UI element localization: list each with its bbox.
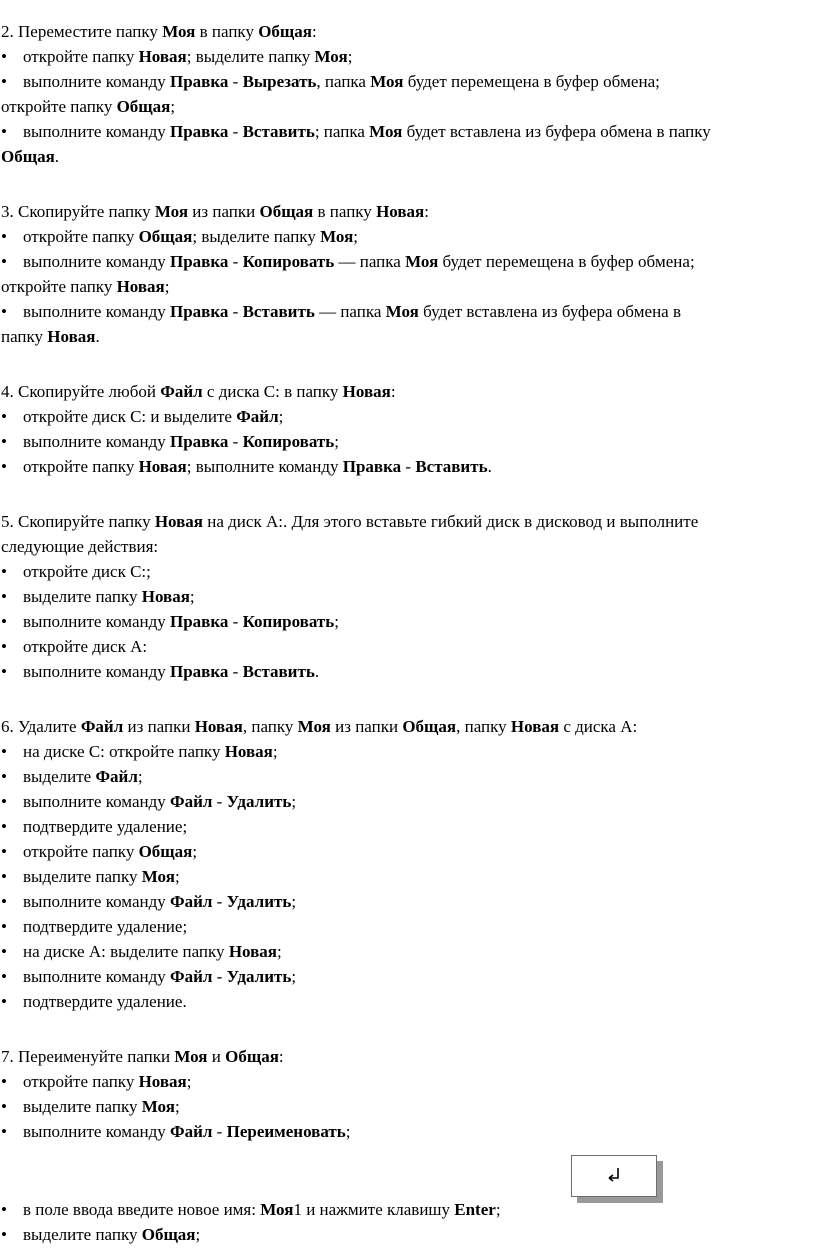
doc-line: • откройте папку Новая; выделите папку Моя; <box>1 47 353 66</box>
doc-line: • выделите папку Новая; <box>1 587 195 606</box>
doc-line: 2. Переместите папку Моя в папку Общая: <box>1 22 317 41</box>
doc-line: откройте папку Новая; <box>1 277 170 296</box>
doc-line: • откройте папку Общая; выделите папку Моя; <box>1 227 359 246</box>
doc-line: • откройте диск А: <box>1 637 148 656</box>
doc-line: • выполните команду Файл - Удалить; <box>1 892 297 911</box>
doc-line: следующие действия: <box>1 537 159 556</box>
doc-line: • выделите папку Моя; <box>1 867 180 886</box>
doc-line: • выполните команду Правка - Вставить. <box>1 662 320 681</box>
doc-line: 3. Скопируйте папку Моя из папки Общая в папку Новая: <box>1 202 429 221</box>
doc-line: • подтвердите удаление; <box>1 917 188 936</box>
doc-line: • откройте папку Новая; <box>1 1072 192 1091</box>
doc-line: • подтвердите удаление; <box>1 817 188 836</box>
enter-key-image <box>571 1155 657 1197</box>
doc-line: • на диске С: откройте папку Новая; <box>1 742 278 761</box>
doc-line: • подтвердите удаление. <box>1 992 187 1011</box>
doc-line: 5. Скопируйте папку Новая на диск А:. Для этого вставьте гибкий диск в дисковод и выполните <box>1 512 699 531</box>
doc-line: • выполните команду Правка - Копировать — папка Моя будет перемещена в буфер обмена; <box>1 252 695 271</box>
doc-line: папку Новая. <box>1 327 100 346</box>
doc-line: • выполните команду Файл - Переименовать; <box>1 1122 351 1141</box>
doc-line: откройте папку Общая; <box>1 97 176 116</box>
doc-line: • откройте диск С:; <box>1 562 151 581</box>
doc-line: 6. Удалите Файл из папки Новая, папку Моя из папки Общая, папку Новая с диска А: <box>1 717 638 736</box>
doc-line: • выполните команду Файл - Удалить; <box>1 792 297 811</box>
doc-line: 4. Скопируйте любой Файл с диска С: в папку Новая: <box>1 382 396 401</box>
doc-line: • выполните команду Правка - Копировать; <box>1 612 339 631</box>
doc-line: 7. Переименуйте папки Моя и Общая: <box>1 1047 284 1066</box>
doc-line: • выполните команду Правка - Вставить; папка Моя будет вставлена из буфера обмена в папку <box>1 122 711 141</box>
doc-line: • откройте диск С: и выделите Файл; <box>1 407 284 426</box>
doc-line: • откройте папку Общая; <box>1 842 198 861</box>
doc-line: • выделите Файл; <box>1 767 143 786</box>
doc-line: • выполните команду Правка - Вставить — папка Моя будет вставлена из буфера обмена в <box>1 302 681 321</box>
doc-line: • выполните команду Правка - Вырезать, папка Моя будет перемещена в буфер обмена; <box>1 72 660 91</box>
doc-line: • выполните команду Правка - Копировать; <box>1 432 339 451</box>
doc-line: • выделите папку Общая; <box>1 1225 201 1244</box>
doc-line: • на диске А: выделите папку Новая; <box>1 942 282 961</box>
doc-line: • выделите папку Моя; <box>1 1097 180 1116</box>
doc-line: • выполните команду Файл - Удалить; <box>1 967 297 986</box>
enter-return-arrow-icon <box>605 1165 625 1185</box>
doc-line: • в поле ввода введите новое имя: Моя1 и нажмите клавишу Enter; <box>1 1200 501 1219</box>
doc-line: Общая. <box>1 147 60 166</box>
doc-line: • откройте папку Новая; выполните команду Правка - Вставить. <box>1 457 492 476</box>
